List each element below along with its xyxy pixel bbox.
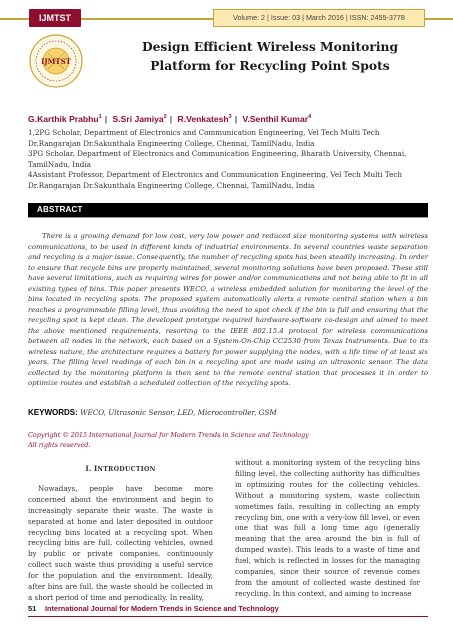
affiliation-item: 1,2PG Scholar, Department of Electronics and Communication Engineering, Vel Tech Multi Tech Dr.Rangarajan Dr.Sakunthala Engineering College, Chennai, TamilNadu, India: [28, 128, 380, 148]
body-column-right: [235, 458, 420, 600]
journal-tag: IJMTST: [29, 9, 81, 27]
copyright-line: All rights reserved.: [28, 440, 91, 449]
footer-rule: [28, 616, 428, 617]
author-sup: 1: [98, 114, 102, 121]
section-title-rest: NTRODUCTION: [97, 466, 156, 473]
affiliation-item: 3PG Scholar, Department of Electronics and Communication Engineering, Bharath University, Chennai, TamilNadu, India: [28, 149, 407, 169]
journal-logo: [28, 33, 84, 89]
author-list: [28, 114, 428, 124]
paper-title: [112, 37, 428, 75]
affiliations: [28, 128, 430, 192]
body-paragraph: Nowadays, people have become more concerned about the environment and begin to increasingly separate their waste. The waste is separated at home and later deposited in outdoor recycling bins located at a recycling spot. When recycling bins are full, collecting vehicles, owned by public or private companies, continuously collect such waste thus providing a useful service for the population and the environment. Ideally, after bins are full, the waste should be collected in a short period of time and periodically. In reality,: [28, 483, 213, 602]
author-separator: |: [169, 114, 173, 124]
copyright-notice: [28, 431, 328, 450]
abstract-text: There is a growing demand for low cost, very low power and reduced size monitoring systems with wireless communications, to be used in different kinds of industrial environments. In several countries waste separation and recycling is a major issue. Consequently, the number of recycling spots has been steadily increasing. In order to ensure that recycle bins are properly maintained, several monitoring solutions have been proposed. These still have several limitations, such as requiring wires for power and/or communications and not being able to fit in all existing types of bins. This paper presents WECO, a wireless embedded solution for monitoring the level of the bins located in recycling spots. The proposed system automatically alerts a remote central station when a bin reaches a programmable filling level, thus avoiding the need to spot check if the bin is full and ensuring that the recycling spot is kept clean. The developed prototype required hardware-software co-design and aimed to meet the above mentioned requirements, resorting to the IEEE 802.15.4 protocol for wireless communications between all nodes in the network, each based on a System-On-Chip CC2530 from Texas Instruments. Due to its wireless nature, the architecture requires a battery for power supplying the nodes, with a life time of at least six years. The filling level readings of each bin in a recycling spot are made using an ultrasonic sensor. The data collected by the monitoring platform is then sent to the remote central station that processes it in order to optimize routes and establish a scheduled collection of the recycling spots.: [28, 232, 428, 387]
author-separator: |: [104, 114, 108, 124]
abstract-heading-bar: [28, 203, 428, 217]
section-heading-introduction: [28, 464, 213, 476]
keywords-text: WECO, Ultrasonic Sensor, LED, Microcontroller, GSM: [80, 408, 277, 417]
page-footer: [0, 604, 453, 618]
journal-header: [0, 0, 453, 34]
section-first-letter: I: [93, 464, 98, 473]
affiliation-item: 4Assistant Professor, Department of Electronics and Communication Engineering, Vel Tech Multi Tech Dr.Rangarajan Dr.Sakunthala Engineering College, Chennai, TamilNadu, India: [28, 170, 403, 190]
abstract-rule: [28, 217, 428, 218]
title-line-2: Platform for Recycling Point Spots: [150, 58, 390, 73]
author-name: G.Karthik Prabhu: [28, 114, 99, 124]
footer-journal-name: International Journal for Modern Trends in Science and Technology: [45, 604, 279, 613]
author-sup: 4: [308, 114, 312, 121]
author-separator: |: [234, 114, 238, 124]
keywords-label: KEYWORDS:: [28, 408, 78, 417]
body-paragraph: without a monitoring system of the recycling bins filling level, the collecting authority has difficulties in optimizing routes for the collecting vehicles. Without a monitoring system, waste collection sometimes fails, resulting in collecting an empty recycling bin, one with a very-low fill level, or even one that was full a long time ago (generally meaning that the area around the bin is full of dumped waste). This leads to a waste of time and fuel, which is reflected in losses for the managing companies, since their source of revenue comes from the amount of collected waste destined for recycling. In this context, and aiming to increase: [235, 458, 420, 598]
section-numeral: I.: [85, 464, 92, 473]
author-name: V.Senthil Kumar: [242, 114, 309, 124]
author-name: R.Venkatesh: [177, 114, 229, 124]
author-sup: 2: [163, 114, 167, 121]
author-name: S.Sri Jamiya: [112, 114, 164, 124]
keywords: [28, 408, 428, 417]
author-sup: 3: [228, 114, 232, 121]
abstract-heading: ABSTRACT: [37, 205, 83, 214]
title-line-1: Design Efficient Wireless Monitoring: [141, 39, 399, 54]
copyright-line: Copyright © 2015 International Journal for Modern Trends in Science and Technology: [28, 431, 309, 439]
body-column-left: [28, 464, 213, 604]
volume-banner: Volume: 2 | Issue: 03 | March 2016 | ISSN: 2455-3778: [213, 9, 425, 27]
page-number: 51: [28, 604, 37, 613]
logo-text: IJMTST: [41, 57, 71, 66]
